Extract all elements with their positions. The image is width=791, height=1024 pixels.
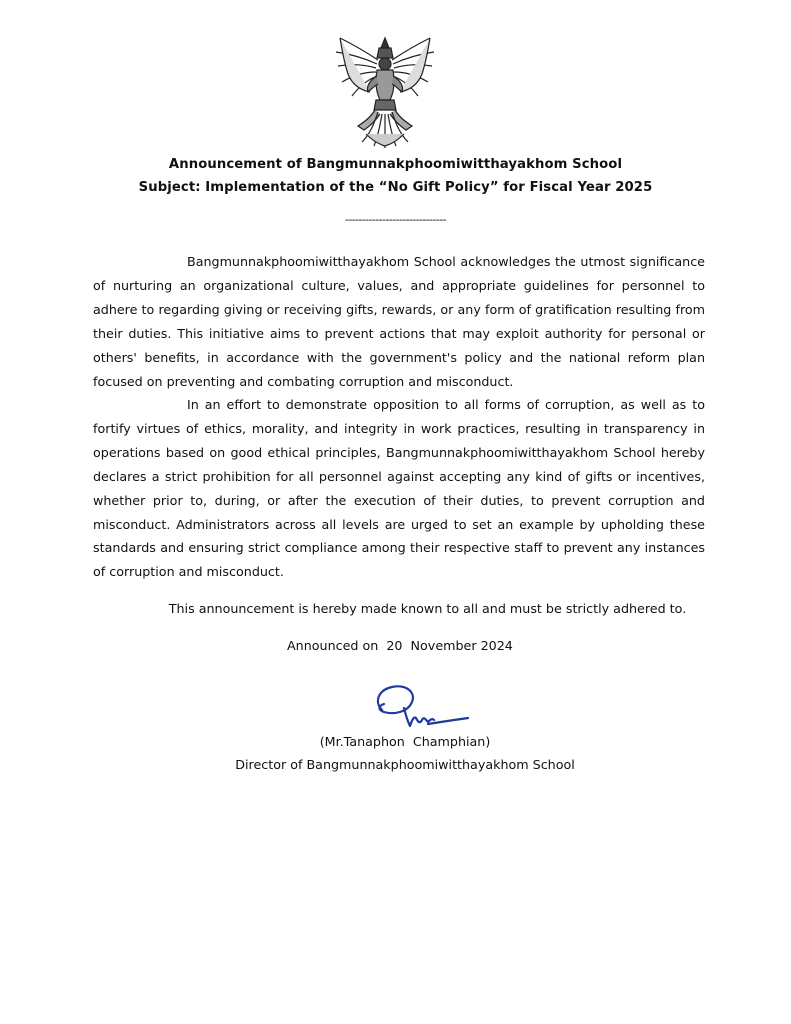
signatory-name: (Mr.Tanaphon Champhian) (319, 734, 491, 749)
title-divider: ------------------------------ (344, 213, 447, 226)
signatory-title: Director of Bangmunnakphoomiwitthayakhom School (235, 757, 575, 772)
body-paragraph-2: In an effort to demonstrate opposition to all forms of corruption, as well as to fortify virtues of ethics, morality, and integrity in work practices, resulting in transparency in operations based on good ethical principles, Bangmunnakphoomiwitthayakhom School hereby declares a strict prohibition for all personnel against accepting any kind of gifts or incentives, whether prior to, during, or after the execution of their duties, to prevent corruption and misconduct. Administrators across all levels are urged to set an example by upholding these standards and ensuring strict compliance among their respective staff to prevent any instances of corruption and misconduct. (93, 397, 705, 580)
announcement-title: Announcement of Bangmunnakphoomiwitthayakhom School (168, 157, 623, 172)
announcement-date: Announced on 20 November 2024 (287, 638, 513, 653)
body-paragraph-1: Bangmunnakphoomiwitthayakhom School acknowledges the utmost significance of nurturing an organizational culture, values, and appropriate guidelines for personnel to adhere to regarding giving or receiving gifts, rewards, or any form of gratification resulting from their duties. This initiative aims to prevent actions that may exploit authority for personal or others' benefits, in accordance with the government's policy and the national reform plan focused on preventing and combating corruption and misconduct. (93, 254, 705, 389)
announcement-subject: Subject: Implementation of the “No Gift Policy” for Fiscal Year 2025 (138, 180, 653, 195)
garuda-emblem-icon (330, 30, 440, 150)
handwritten-signature-icon (368, 682, 472, 732)
closing-statement: This announcement is hereby made known to all and must be strictly adhered to. (168, 601, 687, 616)
